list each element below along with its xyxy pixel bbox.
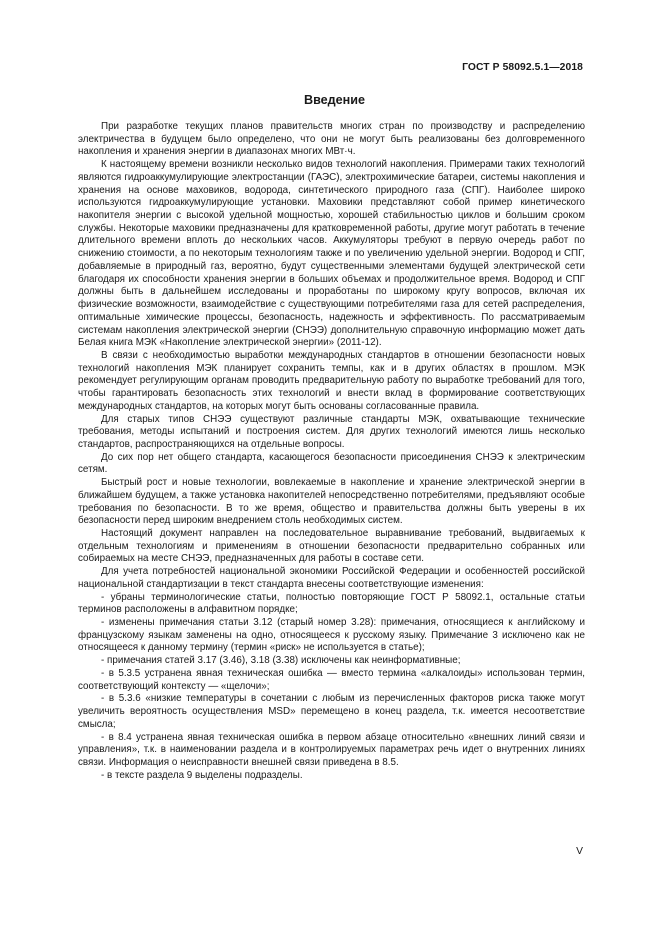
list-item: - в 8.4 устранена явная техническая ошибка в первом абзаце относительно «внешних линий связи и управления», т.к. в наименовании раздела и в контролируемых параметрах речь идет о внутренних линиях связи. Информация о неисправности внешней связи приведена в 8.5. [78, 731, 585, 768]
list-item: - в тексте раздела 9 выделены подразделы. [101, 769, 303, 781]
list-item: - убраны терминологические статьи, полностью повторяющие ГОСТ Р 58092.1, остальные статьи терминов расположены в алфавитном порядке; [78, 591, 585, 616]
list-item: - изменены примечания статьи 3.12 (старый номер 3.28): примечания, относящиеся к английскому и французскому языкам заменены на одно, относящееся к русскому языку. Примечание 3 исключено как не относящееся к данному термину (термин «риск» не используется в статье); [78, 617, 585, 654]
document-code: ГОСТ Р 58092.5.1—2018 [462, 62, 583, 73]
paragraph: Для старых типов СНЭЭ существуют различные стандарты МЭК, охватывающие технические требования, методы испытаний и построения систем. Для других технологий имеются лишь несколько стандартов, распространяющихся на отдельные вопросы. [78, 413, 585, 450]
section-body [78, 121, 585, 782]
paragraph: К настоящему времени возникли несколько видов технологий накопления. Примерами таких технологий являются гидроаккумулирующие электростанции (ГАЭС), электрохимические батареи, системы накопления и хранения на основе маховиков, водорода, синтетического природного газа (СПГ). Наиболее широко используются гидроаккумулирующие установки. Маховики представляют собой пример кинетического накопителя энергии с высокой удельной мощностью, хорошей стабильностью циклов и большим сроком службы. Некоторые маховики предназначены для кратковременной работы, другие могут работать в течение длительного времени вплоть до нескольких часов. Аккумуляторы требуют в первую очередь работ по снижению стоимости, а по некоторым технологиям также и по увеличению удельной энергии. Водород и СПГ, добавляемые в природный газ, вероятно, будут существенными элементами будущей электрической сети благодаря их способности хранения энергии в больших объемах и продолжительное время. Водород и СПГ должны быть в дальнейшем исследованы и проработаны по широкому кругу вопросов, включая их физические возможности, взаимодействие с существующими потребителями газа для сетей распределения, оптимальные химические процессы, безопасность, надежность и эффективность. По рассматриваемым системам накопления электрической энергии (СНЭЭ) дополнительную справочную информацию может дать Белая книга МЭК «Накопление электрической энергии» (2011-12). [78, 159, 585, 349]
list-item: - в 5.3.5 устранена явная техническая ошибка — вместо термина «алкалоиды» использован термин, соответствующий контексту — «щелочи»; [78, 667, 585, 692]
paragraph: При разработке текущих планов правительств многих стран по производству и распределению электричества в будущем было определено, что они не могут быть реализованы без долговременного накопления и хранения энергии в диапазонах многих МВт·ч. [78, 121, 585, 158]
paragraph: До сих пор нет общего стандарта, касающегося безопасности присоединения СНЭЭ к электрическим сетям. [78, 451, 585, 476]
paragraph: Настоящий документ направлен на последовательное выравнивание требований, выдвигаемых к отдельным технологиям и применениям в отношении безопасности предварительно собранных или собираемых на месте СНЭЭ, предназначенных для работы в составе сети. [78, 528, 585, 565]
list-item: - в 5.3.6 «низкие температуры в сочетании с любым из перечисленных факторов риска также могут увеличить вероятность осуществления MSD» перемещено в конец раздела, т.к. имеется несоответствие смысла; [78, 693, 585, 730]
list-item: - примечания статей 3.17 (3.46), 3.18 (3.38) исключены как неинформативные; [101, 655, 461, 667]
paragraph: В связи с необходимостью выработки международных стандартов в отношении безопасности новых технологий накопления МЭК планирует сохранить темпы, как и в других областях в прошлом. МЭК рекомендует регулирующим органам проводить предварительную работу по выработке требований для того, чтобы гарантировать безопасность этих технологий и внести вклад в формирование соответствующих международных стандартов, на которых могут быть основаны согласованные правила. [78, 349, 585, 412]
paragraph: Быстрый рост и новые технологии, вовлекаемые в накопление и хранение электрической энергии в ближайшем будущем, а также установка накопителей непосредственно потребителями, предъявляют особые требования по безопасности. В то же время, общество и правительства должны быть уверены в их безопасности перед широким внедрением столь необходимых систем. [78, 477, 585, 527]
section-title: Введение [303, 93, 366, 107]
paragraph: Для учета потребностей национальной экономики Российской Федерации и особенностей российской национальной стандартизации в текст стандарта внесены соответствующие изменения: [78, 566, 585, 590]
page-number: V [576, 846, 583, 857]
